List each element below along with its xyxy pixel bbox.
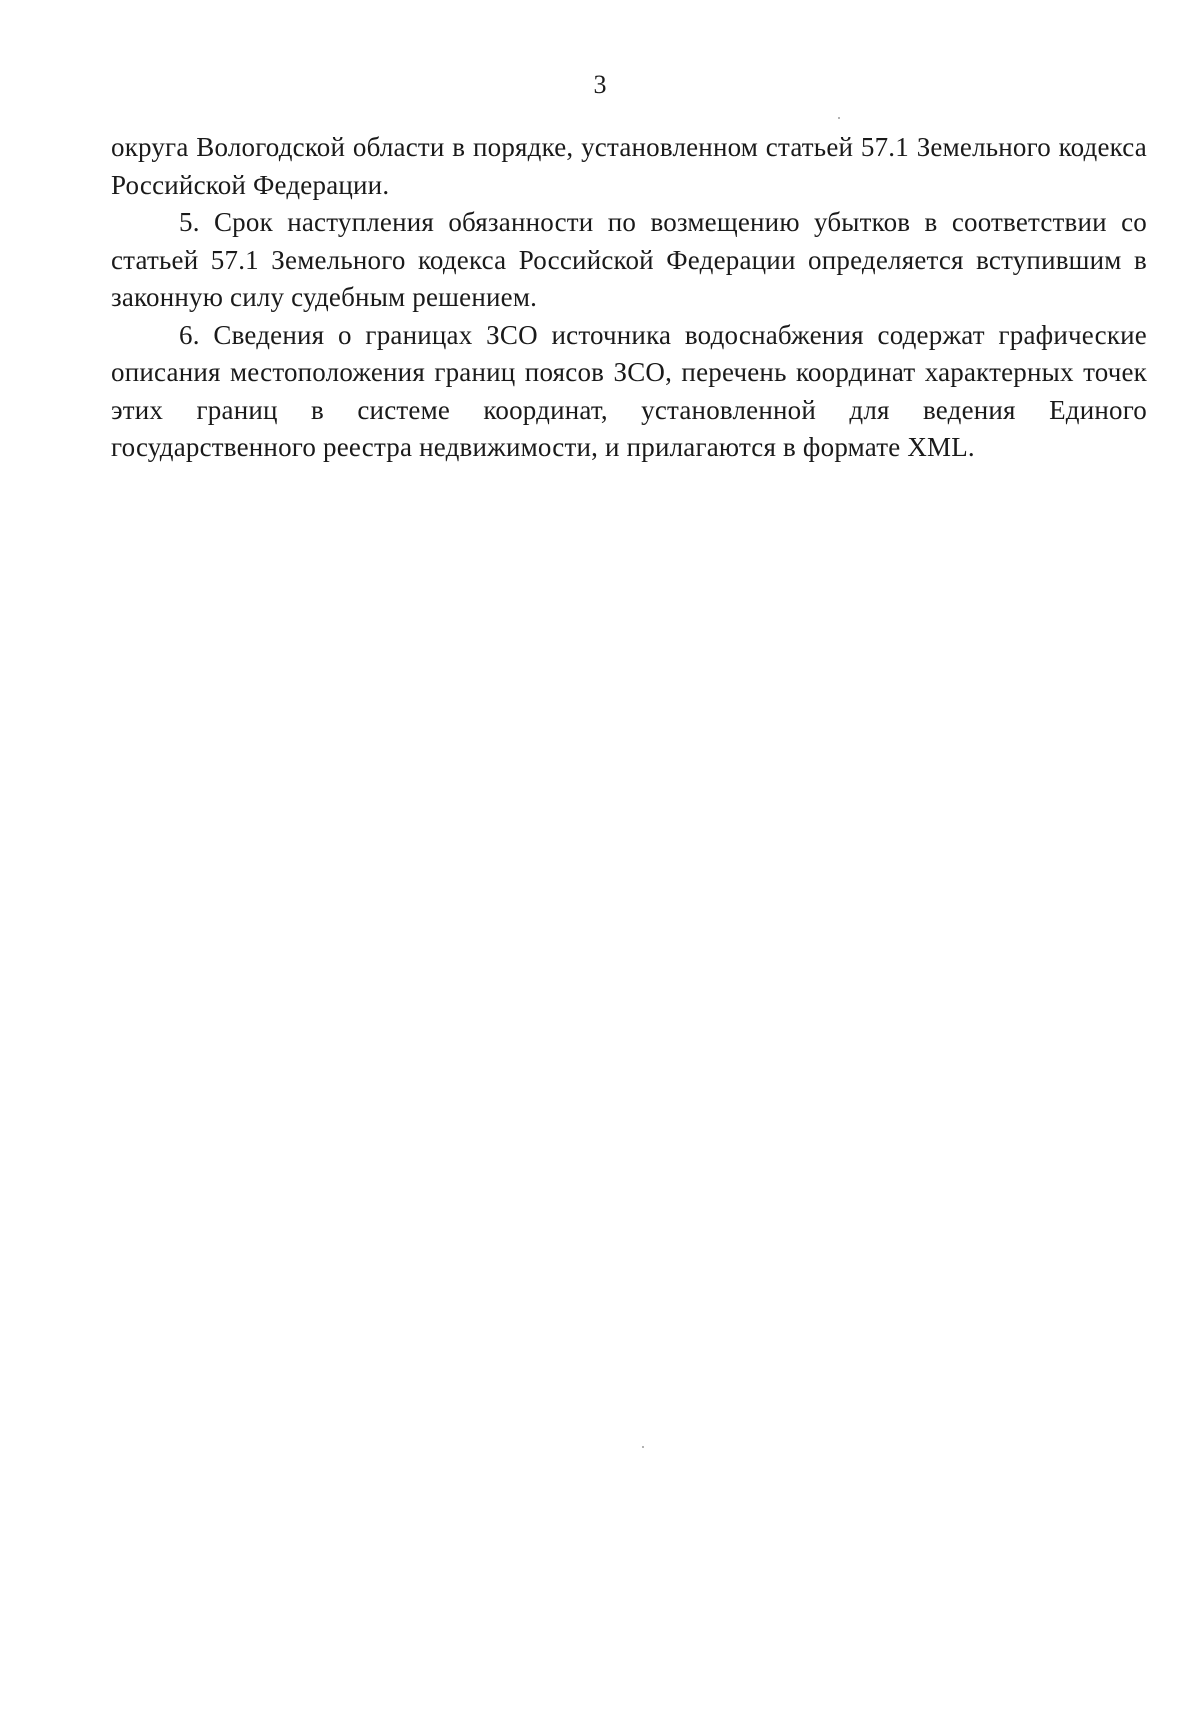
paragraph-item-5: 5. Срок наступления обязанности по возмещению убытков в соответствии со статьей 57.1 Земельного кодекса Российской Федерации определяется вступившим в законную силу судебным решением. bbox=[111, 207, 1147, 312]
paragraph-continuation: округа Вологодской области в порядке, установленном статьей 57.1 Земельного кодекса Российской Федерации. bbox=[111, 132, 1147, 200]
scan-speck bbox=[838, 117, 840, 119]
paragraph-item-6: 6. Сведения о границах ЗСО источника водоснабжения содержат графические описания местоположения границ поясов ЗСО, перечень координат характерных точек этих границ в системе координат, установленной для ведения Единого государственного реестра недвижимости, и прилагаются в формате XML. bbox=[111, 319, 1147, 462]
scan-speck bbox=[642, 1446, 644, 1448]
document-body bbox=[111, 129, 1147, 467]
page-number: 3 bbox=[593, 70, 607, 99]
